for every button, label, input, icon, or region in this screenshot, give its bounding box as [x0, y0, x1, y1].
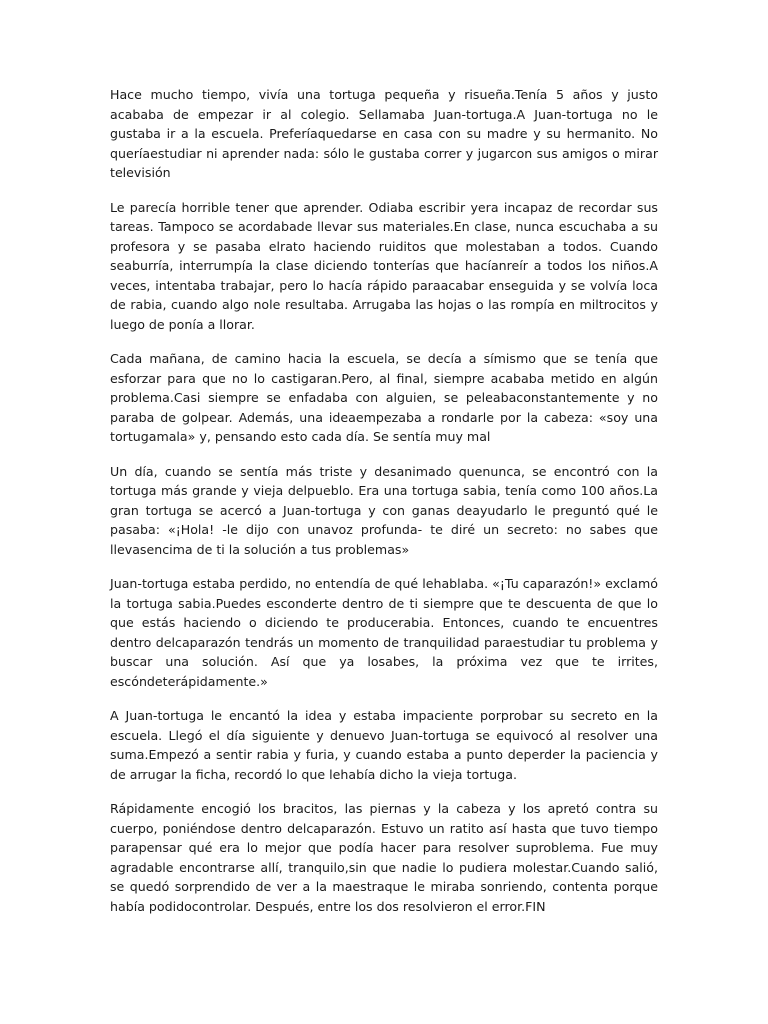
- paragraph-5: Juan-tortuga estaba perdido, no entendía de qué lehablaba. «¡Tu caparazón!» exclamó la tortuga sabia.Puedes esconderte dentro de ti siempre que te descuenta de que lo que estás haciendo o diciendo te producerabia. Entonces, cuando te encuentres dentro delcaparazón tendrás un momento de tranquilidad paraestudiar tu problema y buscar una solución. Así que ya losabes, la próxima vez que te irrites, escóndeterápidamente.»: [110, 576, 658, 689]
- paragraph-7: Rápidamente encogió los bracitos, las piernas y la cabeza y los apretó contra su cuerpo, poniéndose dentro delcaparazón. Estuvo un ratito así hasta que tuvo tiempo parapensar qué era lo mejor que podía hacer para resolver suproblema. Fue muy agradable encontrarse allí, tranquilo,sin que nadie lo pudiera molestar.Cuando salió, se quedó sorprendido de ver a la maestraque le miraba sonriendo, contenta porque había podidocontrolar. Después, entre los dos resolvieron el error.FIN: [110, 801, 658, 914]
- paragraph-3: Cada mañana, de camino hacia la escuela, se decía a símismo que se tenía que esforzar para que no lo castigaran.Pero, al final, siempre acababa metido en algún problema.Casi siempre se enfadaba con alguien, se peleabaconstantemente y no paraba de golpear. Además, una ideaempezaba a rondarle por la cabeza: «soy una tortugamala» y, pensando esto cada día. Se sentía muy mal: [110, 351, 658, 444]
- paragraph-1: Hace mucho tiempo, vivía una tortuga pequeña y risueña.Tenía 5 años y justo acababa de empezar ir al colegio. Sellamaba Juan-tortuga.A Juan-tortuga no le gustaba ir a la escuela. Preferíaquedarse en casa con su madre y su hermanito. No queríaestudiar ni aprender nada: sólo le gustaba correr y jugarcon sus amigos o mirar televisión: [110, 87, 658, 180]
- paragraph-6: A Juan-tortuga le encantó la idea y estaba impaciente porprobar su secreto en la escuela. Llegó el día siguiente y denuevo Juan-tortuga se equivocó al resolver una suma.Empezó a sentir rabia y furia, y cuando estaba a punto deperder la paciencia y de arrugar la ficha, recordó lo que lehabía dicho la vieja tortuga.: [110, 708, 658, 782]
- paragraph-4: Un día, cuando se sentía más triste y desanimado quenunca, se encontró con la tortuga más grande y vieja delpueblo. Era una tortuga sabia, tenía como 100 años.La gran tortuga se acercó a Juan-tortuga y con ganas deayudarlo le preguntó qué le pasaba: «¡Hola! -le dijo con unavoz profunda- te diré un secreto: no sabes que llevasencima de ti la solución a tus problemas»: [110, 463, 658, 557]
- story-text: [110, 85, 658, 931]
- paragraph-2: Le parecía horrible tener que aprender. Odiaba escribir yera incapaz de recordar sus tareas. Tampoco se acordabade llevar sus materiales.En clase, nunca escuchaba a su profesora y se pasaba elrato haciendo ruiditos que molestaban a todos. Cuando seaburría, interrumpía la clase diciendo tonterías que hacíanreír a todos los niños.A veces, intentaba trabajar, pero lo hacía rápido paraacabar enseguida y se volvía loca de rabia, cuando algo nole resultaba. Arrugaba las hojas o las rompía en miltrocitos y luego de ponía a llorar.: [110, 199, 658, 332]
